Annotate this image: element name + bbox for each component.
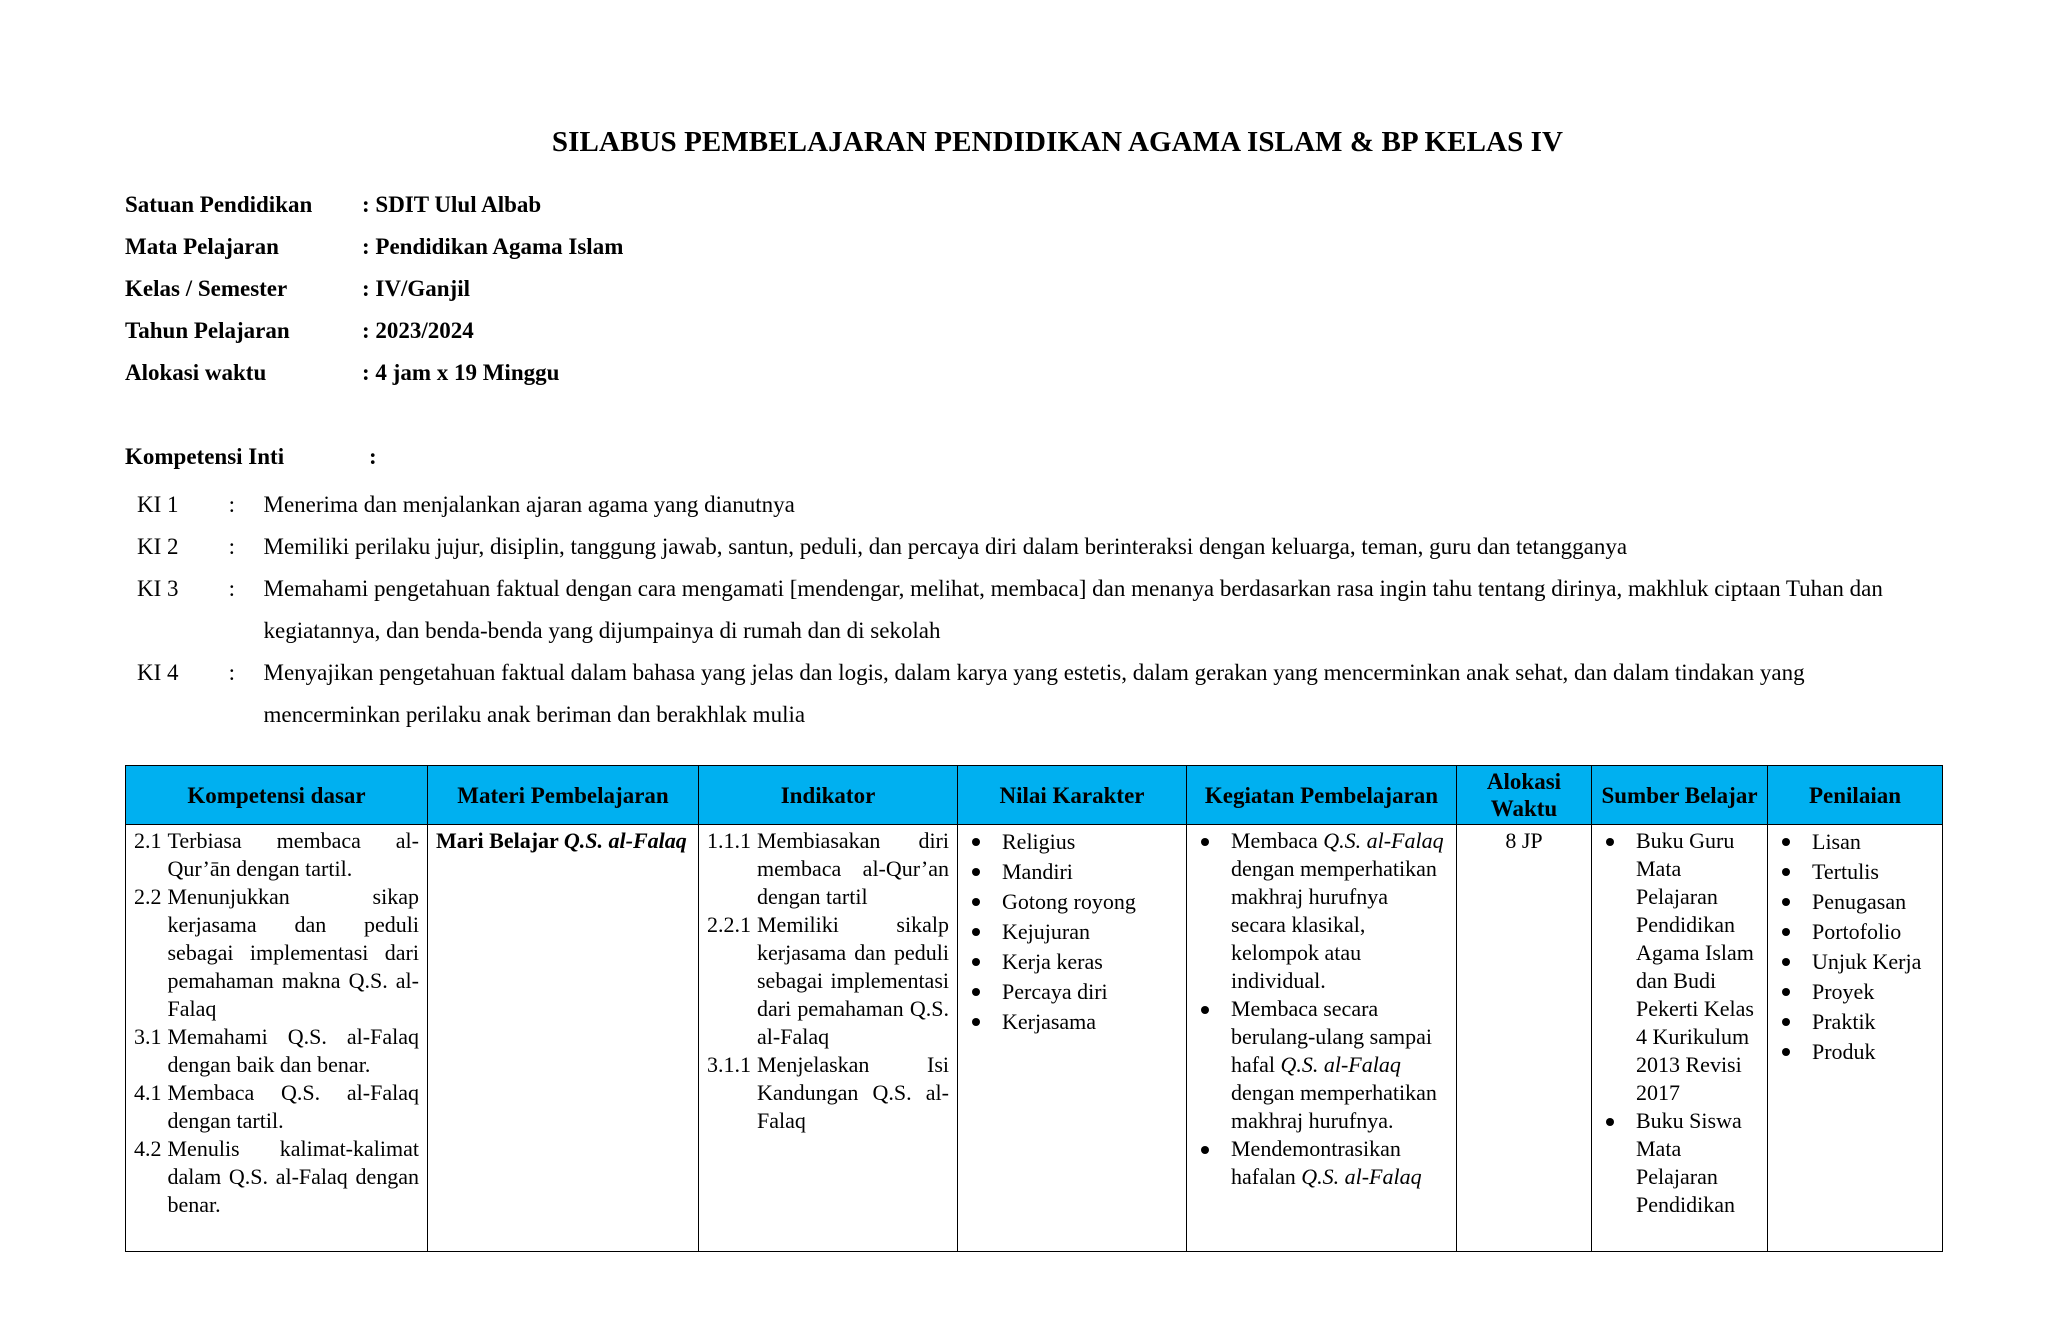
list-item: Buku Siswa Mata Pelajaran Pendidikan (1600, 1107, 1759, 1219)
kd-text: Menunjukkan sikap kerjasama dan peduli sebagai implementasi dari pemahaman makna Q.S. al-Falaq (167, 884, 419, 1021)
kd-number: 4.1 (134, 1080, 162, 1105)
ki-colon: : (228, 576, 236, 601)
ki-text: Menerima dan menjalankan ajaran agama yang dianutnya (263, 492, 795, 517)
list-item: Kerjasama (966, 1007, 1178, 1037)
ki-colon: : (228, 492, 236, 517)
list-item (1195, 827, 1448, 995)
header-kompetensi-dasar: Kompetensi dasar (126, 766, 428, 825)
nilai-list (966, 827, 1178, 1037)
list-item: Gotong royong (966, 887, 1178, 917)
kd-text: Memahami Q.S. al-Falaq dengan baik dan benar. (167, 1024, 419, 1077)
header-penilaian: Penilaian (1768, 766, 1943, 825)
kegiatan-surah: Q.S. al-Falaq (1301, 1164, 1422, 1189)
cell-penilaian (1768, 825, 1943, 1252)
list-item: Tertulis (1776, 857, 1934, 887)
ki-label: KI 3 (137, 576, 179, 601)
kegiatan-text: dengan memperhatikan makhraj hurufnya secara klasikal, kelompok atau individual. (1231, 856, 1437, 993)
kd-item (134, 1135, 419, 1219)
list-item: Lisan (1776, 827, 1934, 857)
ki-colon: : (228, 660, 236, 685)
list-item: Portofolio (1776, 917, 1934, 947)
header-materi: Materi Pembelajaran (428, 766, 699, 825)
header-indikator: Indikator (699, 766, 958, 825)
info-label: Mata Pelajaran (125, 234, 279, 259)
ki-heading (125, 444, 377, 470)
header-sumber: Sumber Belajar (1592, 766, 1768, 825)
cell-alokasi: 8 JP (1457, 825, 1592, 1252)
indikator-item (707, 911, 949, 1051)
indikator-number: 1.1.1 (707, 828, 751, 853)
ki-text: Memahami pengetahuan faktual dengan cara mengamati [mendengar, melihat, membaca] dan menanya berdasarkan rasa ingin tahu tentang dirinya, makhluk ciptaan Tuhan dan kegiatannya, dan benda-benda yang dijumpainya di rumah dan di sekolah (263, 576, 1883, 643)
ki-text: Menyajikan pengetahuan faktual dalam bahasa yang jelas dan logis, dalam karya yang estetis, dalam gerakan yang mencerminkan anak sehat, dan dalam tindakan yang mencerminkan perilaku anak beriman dan berakhlak mulia (263, 660, 1805, 727)
penilaian-list (1776, 827, 1934, 1067)
ki-label: KI 4 (137, 660, 179, 685)
list-item: Kerja keras (966, 947, 1178, 977)
header-kegiatan: Kegiatan Pembelajaran (1187, 766, 1457, 825)
info-label: Kelas / Semester (125, 276, 288, 301)
list-item: Unjuk Kerja (1776, 947, 1934, 977)
kegiatan-text: Membaca (1231, 828, 1324, 853)
indikator-item (707, 827, 949, 911)
kegiatan-text: dengan memperhatikan makhraj hurufnya. (1231, 1080, 1437, 1133)
kd-text: Menulis kalimat-kalimat dalam Q.S. al-Falaq dengan benar. (167, 1136, 419, 1217)
header-alokasi: Alokasi Waktu (1457, 766, 1592, 825)
indikator-text: Menjelaskan Isi Kandungan Q.S. al-Falaq (757, 1052, 949, 1133)
info-row-tahun (125, 318, 623, 360)
info-value: : 4 jam x 19 Minggu (362, 360, 560, 385)
info-label: Alokasi waktu (125, 360, 267, 385)
kegiatan-surah: Q.S. al-Falaq (1323, 828, 1444, 853)
kd-number: 2.1 (134, 828, 162, 853)
list-item: Produk (1776, 1037, 1934, 1067)
info-value: : IV/Ganjil (362, 276, 470, 301)
kd-text: Membaca Q.S. al-Falaq dengan tartil. (167, 1080, 419, 1133)
ki-item (137, 652, 1937, 736)
info-row-alokasi (125, 360, 623, 402)
info-row-mapel (125, 234, 623, 276)
cell-kompetensi-dasar (126, 825, 428, 1252)
cell-indikator (699, 825, 958, 1252)
list-item: Proyek (1776, 977, 1934, 1007)
info-value: : 2023/2024 (362, 318, 474, 343)
kd-item (134, 883, 419, 1023)
info-row-kelas (125, 276, 623, 318)
indikator-text: Membiasakan diri membaca al-Qur’an dengan tartil (757, 828, 949, 909)
info-value: : Pendidikan Agama Islam (362, 234, 624, 259)
list-item: Praktik (1776, 1007, 1934, 1037)
ki-heading-label: Kompetensi Inti (125, 444, 285, 469)
list-item: Mandiri (966, 857, 1178, 887)
kd-number: 2.2 (134, 884, 162, 909)
kd-text: Terbiasa membaca al-Qur’ān dengan tartil. (167, 828, 419, 881)
cell-sumber (1592, 825, 1768, 1252)
list-item: Buku Guru Mata Pelajaran Pendidikan Agama Islam dan Budi Pekerti Kelas 4 Kurikulum 2013 Revisi 2017 (1600, 827, 1759, 1107)
kegiatan-text: Mendemontrasikan hafalan (1231, 1136, 1401, 1189)
list-item: Percaya diri (966, 977, 1178, 1007)
info-label: Satuan Pendidikan (125, 192, 313, 217)
cell-nilai-karakter (958, 825, 1187, 1252)
kd-number: 4.2 (134, 1136, 162, 1161)
ki-item (137, 568, 1937, 652)
syllabus-table (125, 765, 1943, 1252)
list-item (1195, 995, 1448, 1135)
header-nilai-karakter: Nilai Karakter (958, 766, 1187, 825)
page-title: SILABUS PEMBELAJARAN PENDIDIKAN AGAMA ISLAM & BP KELAS IV (551, 126, 1564, 158)
ki-label: KI 2 (137, 534, 179, 559)
ki-item (137, 526, 1937, 568)
kegiatan-surah: Q.S. al-Falaq (1280, 1052, 1401, 1077)
kd-item (134, 1079, 419, 1135)
ki-list (137, 484, 1937, 736)
cell-kegiatan (1187, 825, 1457, 1252)
list-item (1195, 1135, 1448, 1191)
info-block (125, 192, 623, 402)
materi-text: Mari Belajar (436, 828, 564, 853)
kegiatan-text: Membaca secara berulang-ulang sampai hafal (1231, 996, 1432, 1077)
ki-colon: : (228, 534, 236, 559)
info-value: : SDIT Ulul Albab (362, 192, 542, 217)
kd-number: 3.1 (134, 1024, 162, 1049)
list-item: Penugasan (1776, 887, 1934, 917)
indikator-number: 2.2.1 (707, 912, 751, 937)
indikator-text: Memiliki sikalp kerjasama dan peduli sebagai implementasi dari pemahaman Q.S. al-Falaq (757, 912, 949, 1049)
kegiatan-list (1195, 827, 1448, 1191)
kd-item (134, 827, 419, 883)
list-item: Kejujuran (966, 917, 1178, 947)
indikator-item (707, 1051, 949, 1135)
ki-item (137, 484, 1937, 526)
info-label: Tahun Pelajaran (125, 318, 290, 343)
materi-surah: Q.S. al-Falaq (563, 828, 687, 853)
cell-materi (428, 825, 699, 1252)
sumber-list (1600, 827, 1759, 1219)
info-row-satuan (125, 192, 623, 234)
ki-label: KI 1 (137, 492, 179, 517)
table-row (126, 825, 1943, 1252)
ki-heading-colon: : (369, 444, 377, 469)
list-item: Religius (966, 827, 1178, 857)
ki-text: Memiliki perilaku jujur, disiplin, tanggung jawab, santun, peduli, dan percaya diri dalam berinteraksi dengan keluarga, teman, guru dan tetangganya (263, 534, 1628, 559)
table-header-row (126, 766, 1943, 825)
kd-item (134, 1023, 419, 1079)
indikator-number: 3.1.1 (707, 1052, 751, 1077)
